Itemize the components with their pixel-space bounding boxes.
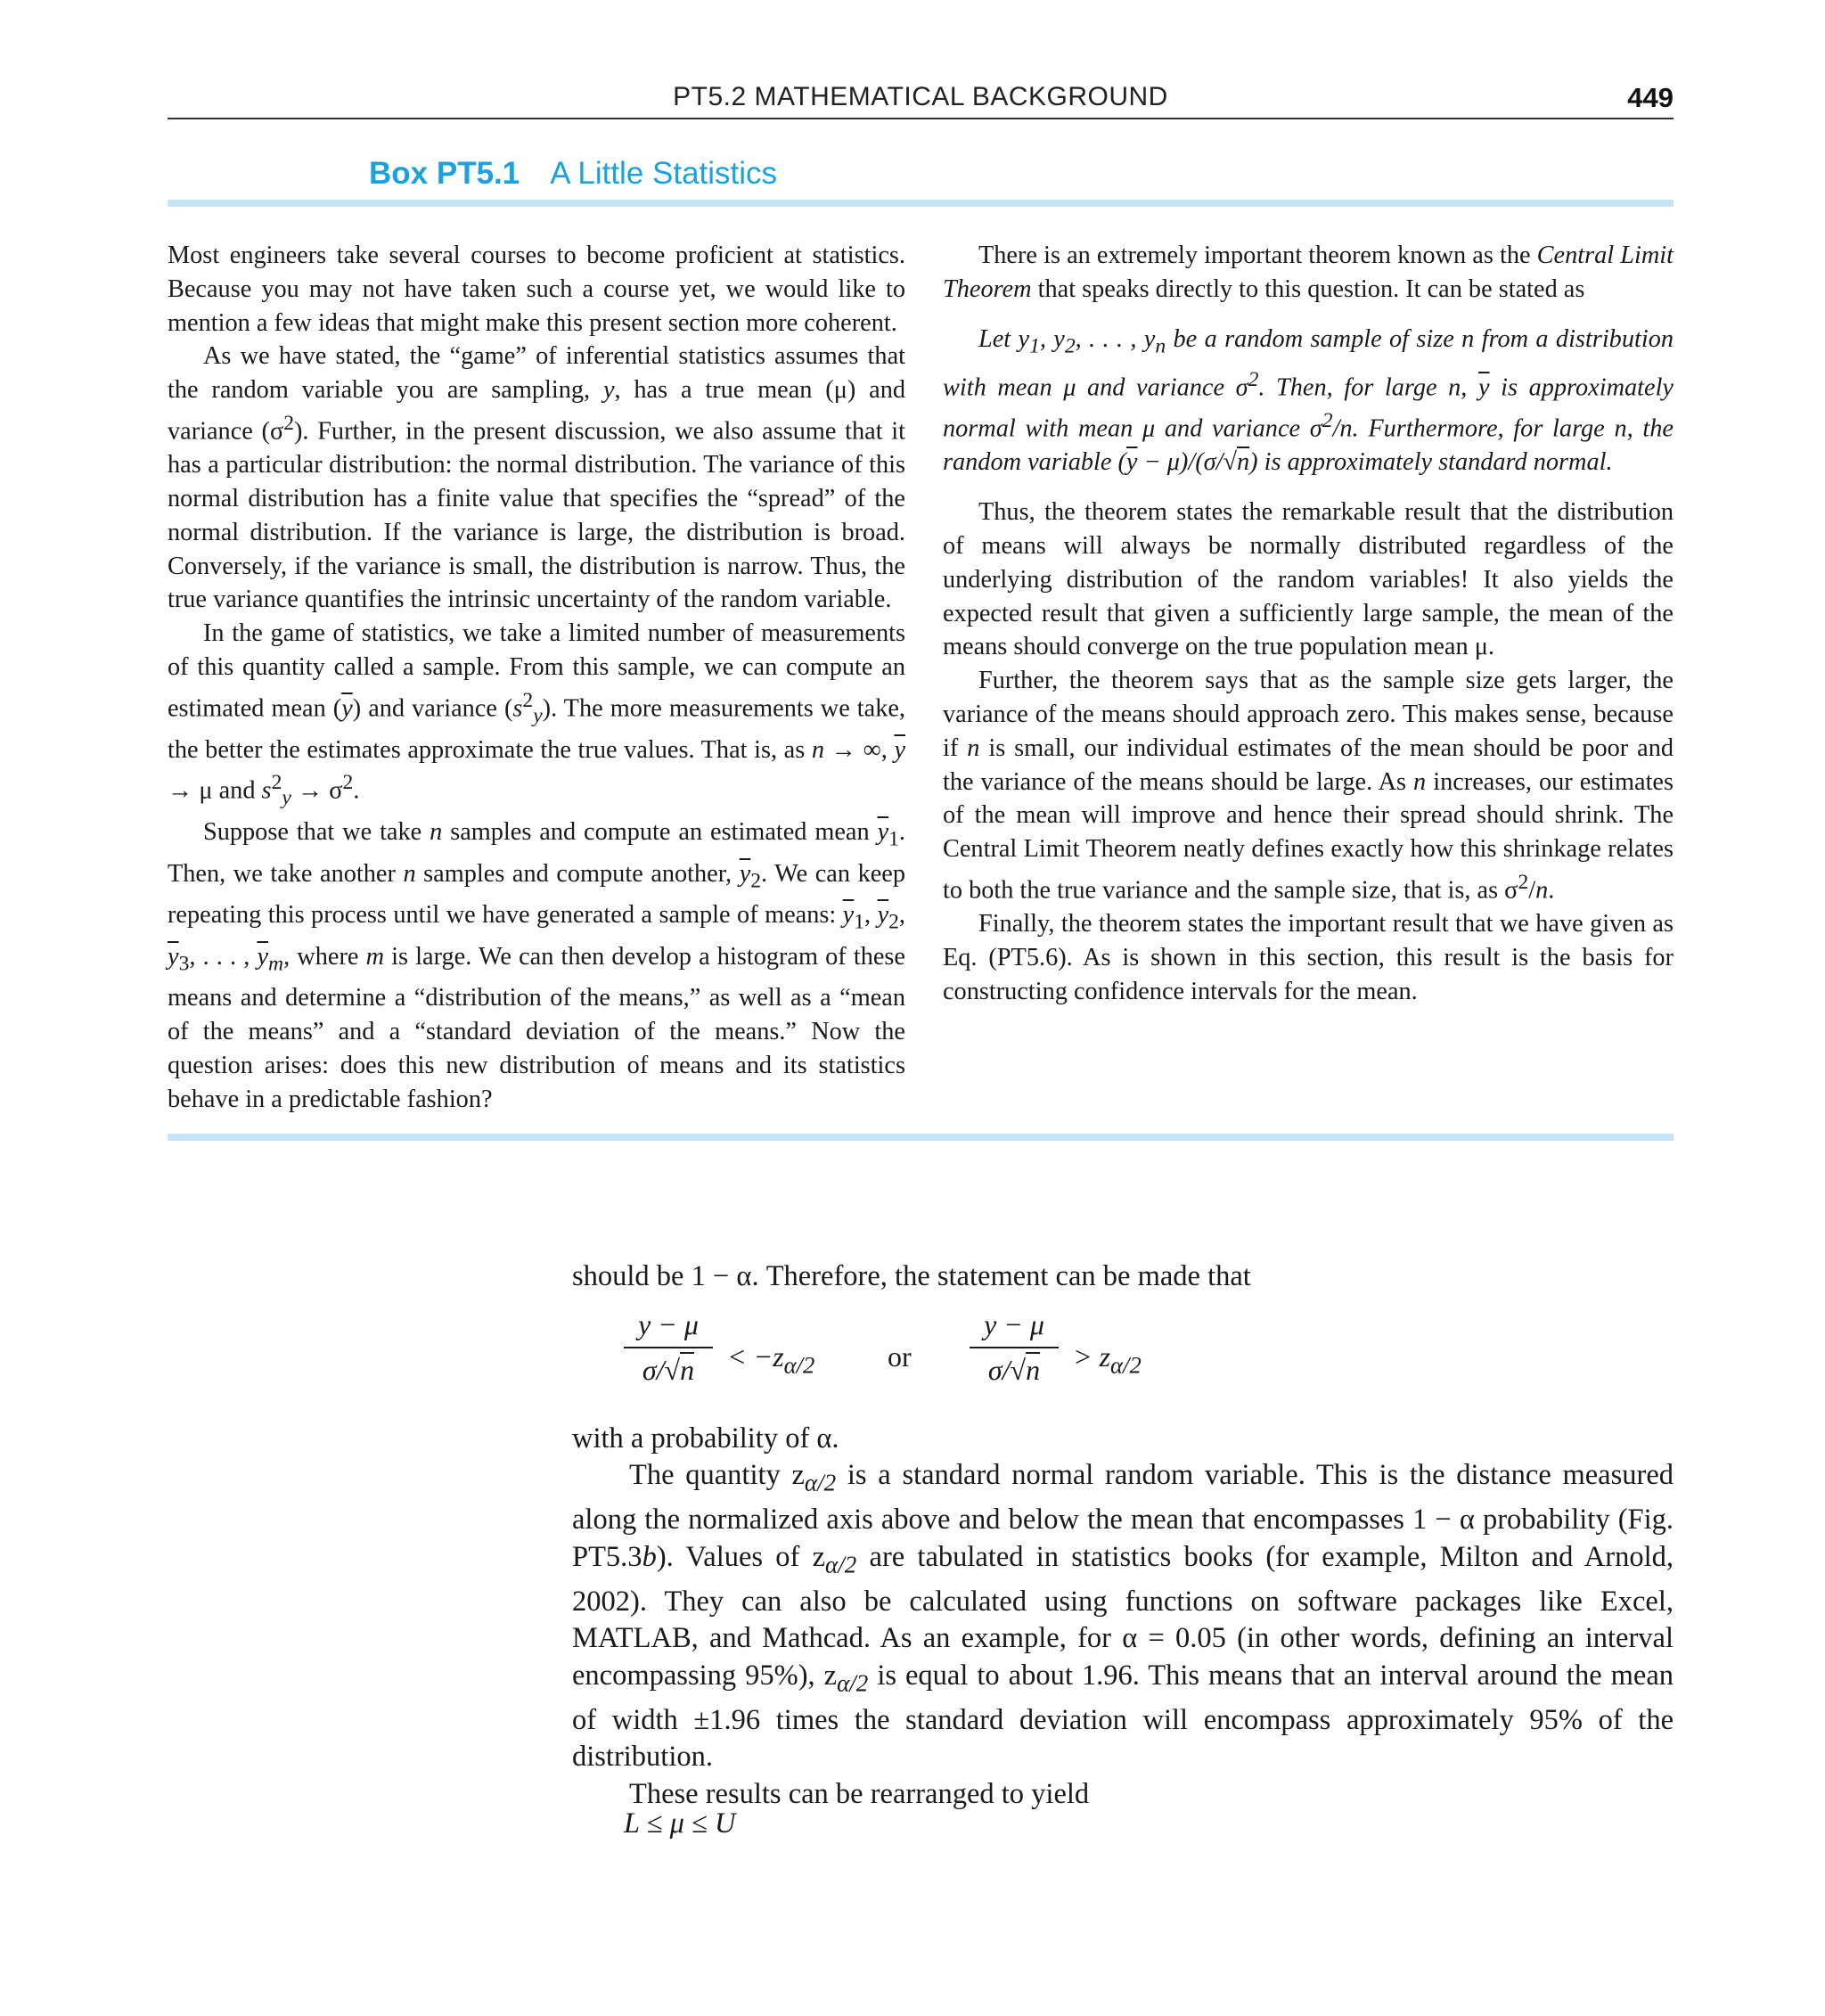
paragraph: Finally, the theorem states the important result that we have given as Eq. (PT5.6). As is shown in this section, this result is the basis for constructing confidence intervals for the mean. xyxy=(943,910,1674,1005)
paragraph: There is an extremely important theorem known as the Central Limit Theorem that speaks directly to this question. It can be stated as xyxy=(943,242,1674,303)
running-head xyxy=(168,82,1674,118)
fraction-left: $\frac{y - \mu}{\sigma/√n}$ xyxy=(624,1308,713,1387)
confidence-interval-equation: L ≤ μ ≤ U xyxy=(624,1807,736,1840)
theorem-statement: Let $y_1$, $y_2$, . . . , $y_n$ be a random sample of size n from a distribution with mean μ and variance $\sigma^2$. Then, for large n, $\overline{y}$ is approximately normal with mean μ and variance $\sigma^2/n$. Furthermore, for large n, the random variable $(\overline{y} - \mu)/(\sigma/√n)$ is approximately standard normal. xyxy=(943,324,1674,477)
box-title xyxy=(369,156,777,201)
box-name: A Little Statistics xyxy=(550,156,778,191)
or-word: or xyxy=(888,1340,912,1373)
paragraph: should be 1 − α. Therefore, the statement can be made that xyxy=(572,1260,1251,1292)
running-title: PT5.2 MATHEMATICAL BACKGROUND xyxy=(673,82,1168,111)
paragraph: Thus, the theorem states the remarkable result that the distribution of means will always be normally distributed regardless of the underlying distribution of the random variables! It also yields the expected result that given a sufficiently large sample, the mean of the means should converge on the true population mean μ. xyxy=(943,498,1674,661)
paragraph: The quantity $z_{\alpha/2}$ is a standard normal random variable. This is the distance measured along the normalized axis above and below the mean that encompasses 1 − α probability (Fig. PT5.3b). Values of $z_{\alpha/2}$ are tabulated in statistics books (for example, Milton and Arnold, 2002). They can also be calculated using functions on software packages like Excel, MATLAB, and Mathcad. As an example, for α = 0.05 (in other words, defining an interval encompassing 95%), $z_{\alpha/2}$ is equal to about 1.96. This means that an interval around the mean of width ±1.96 times the standard deviation will encompass approximately 95% of the distribution. xyxy=(572,1459,1674,1773)
paragraph: Suppose that we take n samples and compute an estimated mean $\overline{y}_1$. Then, we take another n samples and compute another, $\overline{y}_2$. We can keep repeating this process until we have generated a sample of means: $\overline{y}_1$, $\overline{y}_2$, $\overline{y}_3$, . . . , $\overline{y}_m$, where m is large. We can then develop a histogram of these means and determine a “distribution of the means,” as well as a “mean of the means” and a “standard deviation of the means.” Now the question arises: does this new distribution of means and its statistics behave in a predictable fashion? xyxy=(168,818,905,1113)
greater-than-relation: > $z_{\alpha/2}$ xyxy=(1073,1340,1142,1379)
paragraph: In the game of statistics, we take a limited number of measurements of this quantity called a sample. From this sample, we can compute an estimated mean $(\overline{y})$ and variance $(s^2_y)$. The more measurements we take, the better the estimates approximate the true values. That is, as n → ∞, $\overline{y} \to \mu$ and $s^2_y \to \sigma^2$. xyxy=(168,619,905,810)
paragraph: As we have stated, the “game” of inferential statistics assumes that the random variable you are sampling, y, has a true mean (μ) and variance $(\sigma^2)$. Further, in the present discussion, we also assume that it has a particular distribution: the normal distribution. The variance of this normal distribution has a finite value that specifies the “spread” of the normal distribution. If the variance is large, the distribution is broad. Conversely, if the variance is small, the distribution is narrow. Thus, the true variance quantifies the intrinsic uncertainty of the random variable. xyxy=(168,342,906,614)
inequality-equations xyxy=(624,1308,1248,1415)
box-left-column xyxy=(168,239,905,1116)
paragraph: Most engineers take several courses to become proficient at statistics. Because you may not have taken such a course yet, we would like to mention a few ideas that might make this present section more coherent. xyxy=(168,242,905,337)
page-number: 449 xyxy=(1627,82,1674,113)
fraction-right: $\frac{y - \mu}{\sigma/√n}$ xyxy=(970,1308,1059,1387)
box-bottom-rule xyxy=(168,1134,1674,1141)
paragraph: These results can be rearranged to yield xyxy=(629,1777,1090,1810)
box-right-column xyxy=(943,239,1674,1009)
box-top-rule xyxy=(168,200,1674,207)
paragraph: Further, the theorem says that as the sample size gets larger, the variance of the means should approach zero. This makes sense, because if n is small, our individual estimates of the mean should be poor and the variance of the means should be large. As n increases, our estimates of the mean will improve and hence their spread should shrink. The Central Limit Theorem neatly defines exactly how this shrinkage relates to both the true variance and the sample size, that is, as $\sigma^2/n$. xyxy=(943,667,1674,905)
less-than-relation: < $-z_{\alpha/2}$ xyxy=(727,1340,815,1379)
header-rule xyxy=(168,118,1674,119)
paragraph: with a probability of α. xyxy=(572,1422,839,1455)
box-label: Box PT5.1 xyxy=(369,156,520,191)
